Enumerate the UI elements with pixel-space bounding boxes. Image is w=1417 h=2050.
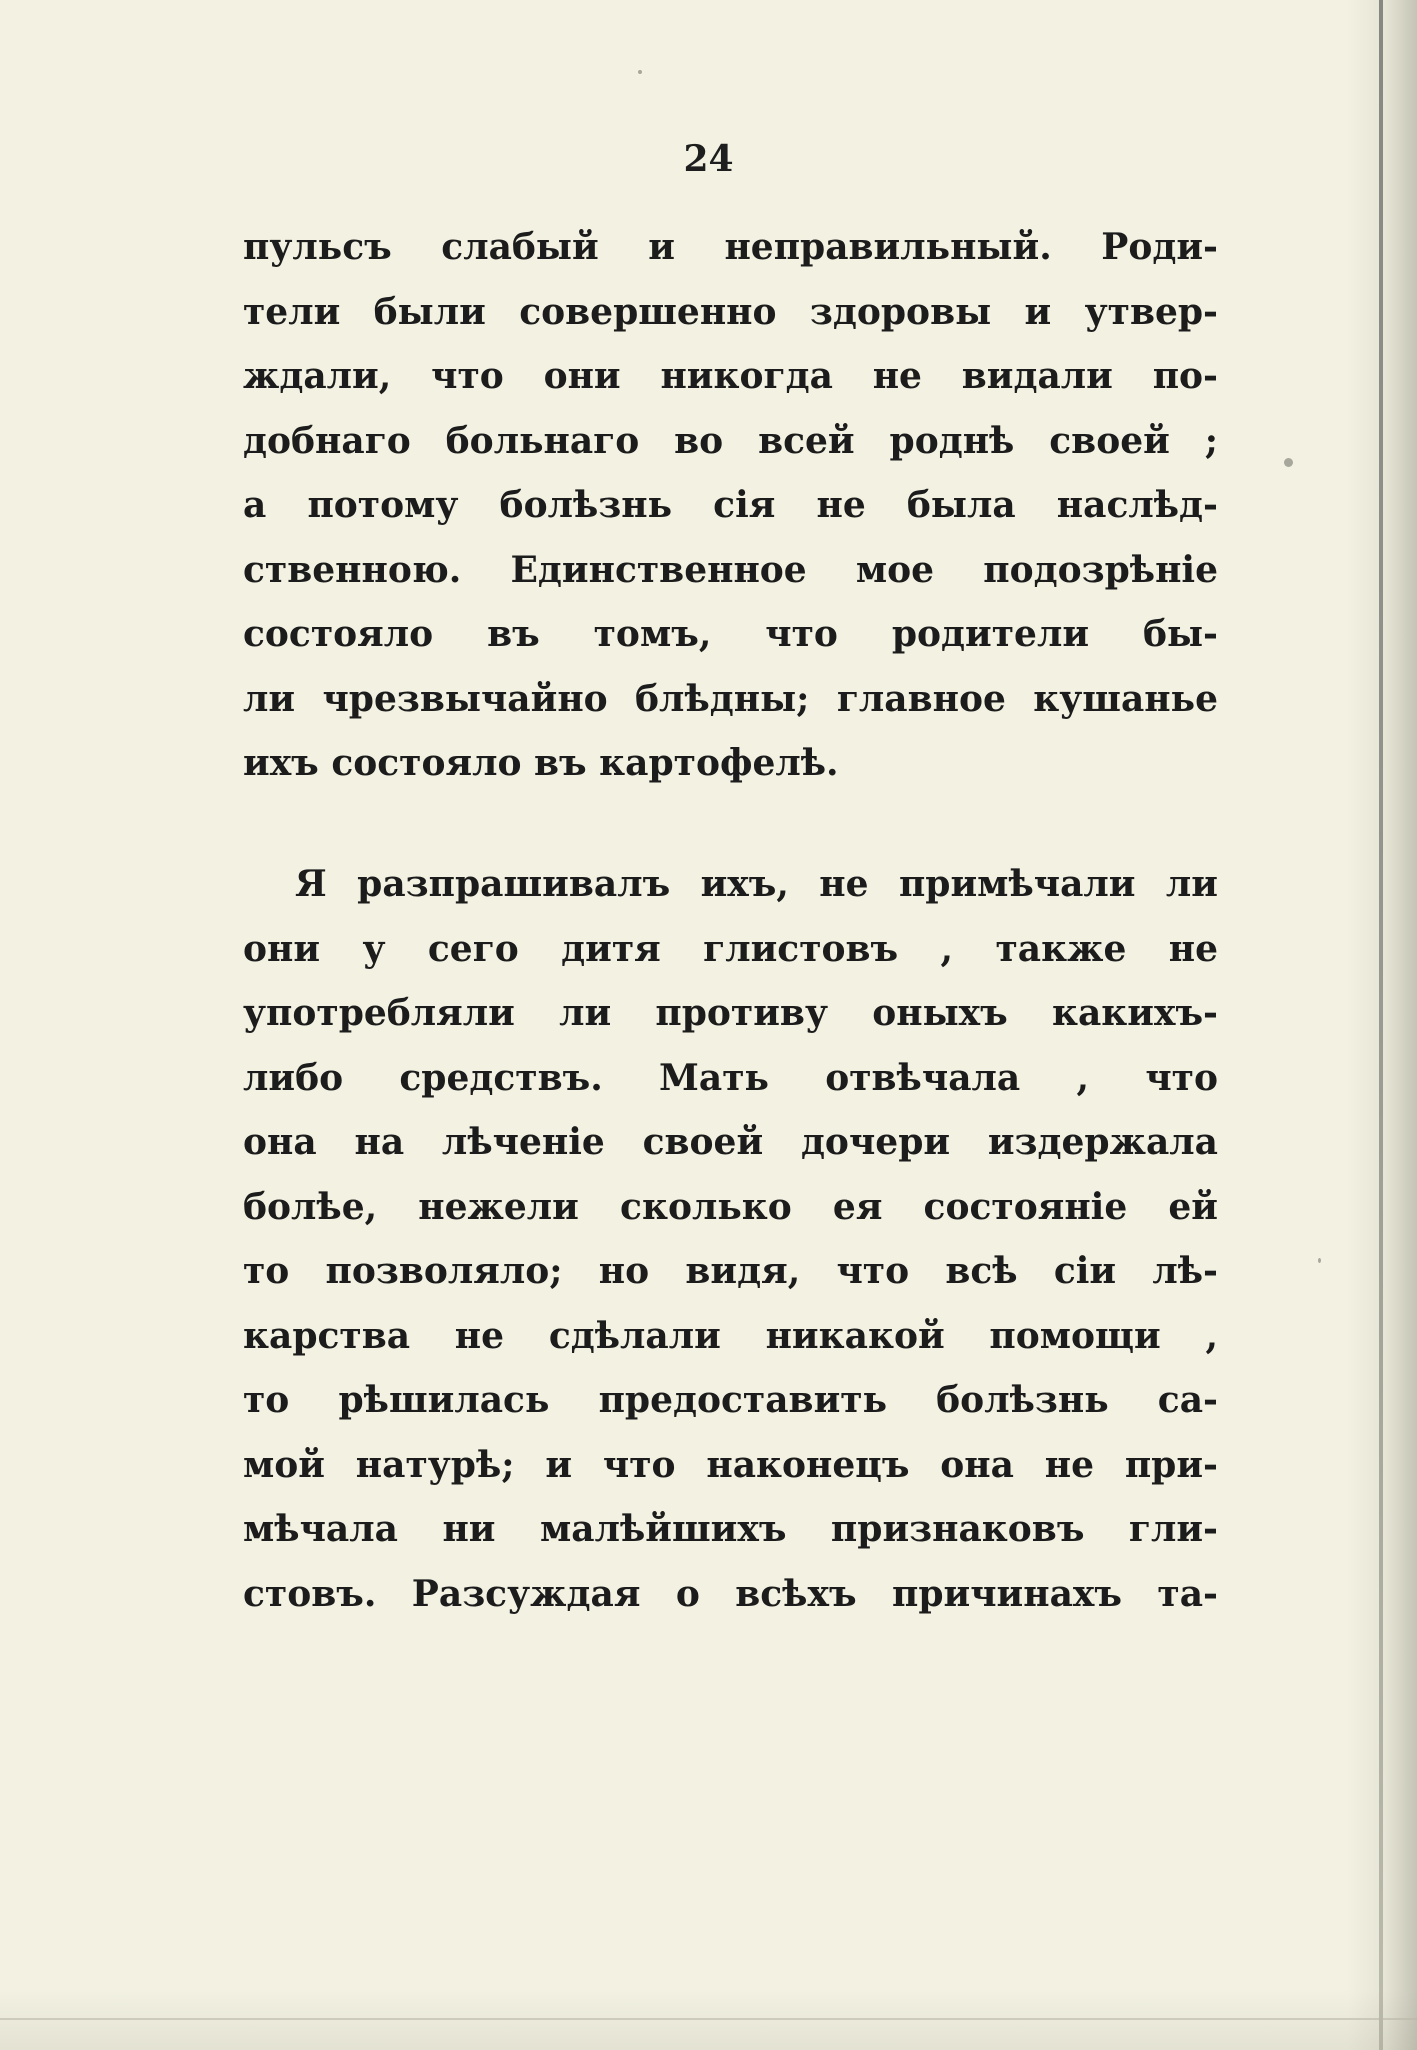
text-line: ли чрезвычайно блѣдны; главное кушанье [243, 677, 1218, 720]
text-line: употребляли ли противу оныхъ какихъ- [243, 992, 1218, 1034]
text-line: мой натурѣ; и что наконецъ она не при- [243, 1443, 1218, 1486]
text-line: то позволяло; но видя, что всѣ сіи лѣ- [243, 1250, 1218, 1292]
page-number: 24 [683, 138, 734, 180]
text-line: тели были совершенно здоровы и утвер- [243, 290, 1218, 333]
paper-speck [638, 70, 642, 74]
page-bottom-line [0, 2018, 1417, 2020]
text-line: стовъ. Разсуждая о всѣхъ причинахъ та- [243, 1572, 1218, 1615]
text-line: ждали, что они никогда не видали по- [243, 355, 1218, 397]
paragraph-2 [243, 852, 1218, 1626]
text-line: ихъ состояло въ картофелѣ. [243, 742, 839, 784]
text-line: а потому болѣзнь сія не была наслѣд- [243, 484, 1218, 526]
text-line: Я разпрашивалъ ихъ, не примѣчали ли [295, 863, 1218, 905]
text-line: ственною. Единственное мое подозрѣніе [243, 548, 1218, 591]
paragraph-1 [243, 215, 1218, 796]
paper-speck [1284, 458, 1293, 467]
text-line: болѣе, нежели сколько ея состояніе ей [243, 1185, 1218, 1228]
page-edge-line [1379, 0, 1383, 2050]
text-line: то рѣшилась предоставить болѣзнь са- [243, 1379, 1218, 1421]
text-line: она на лѣченіе своей дочери издержала [243, 1121, 1218, 1163]
text-line: добнаго больнаго во всей роднѣ своей ; [243, 419, 1218, 462]
text-line: карства не сдѣлали никакой помощи , [243, 1314, 1218, 1357]
text-line: пульсъ слабый и неправильный. Роди- [243, 226, 1218, 268]
text-line: они у сего дитя глистовъ , также не [243, 927, 1218, 970]
paper-speck [1318, 1258, 1321, 1263]
page-bottom-shadow [0, 1990, 1417, 2050]
text-line: либо средствъ. Мать отвѣчала , что [243, 1056, 1218, 1099]
text-line: состояло въ томъ, что родители бы- [243, 613, 1218, 655]
text-line: мѣчала ни малѣйшихъ признаковъ гли- [243, 1508, 1218, 1550]
